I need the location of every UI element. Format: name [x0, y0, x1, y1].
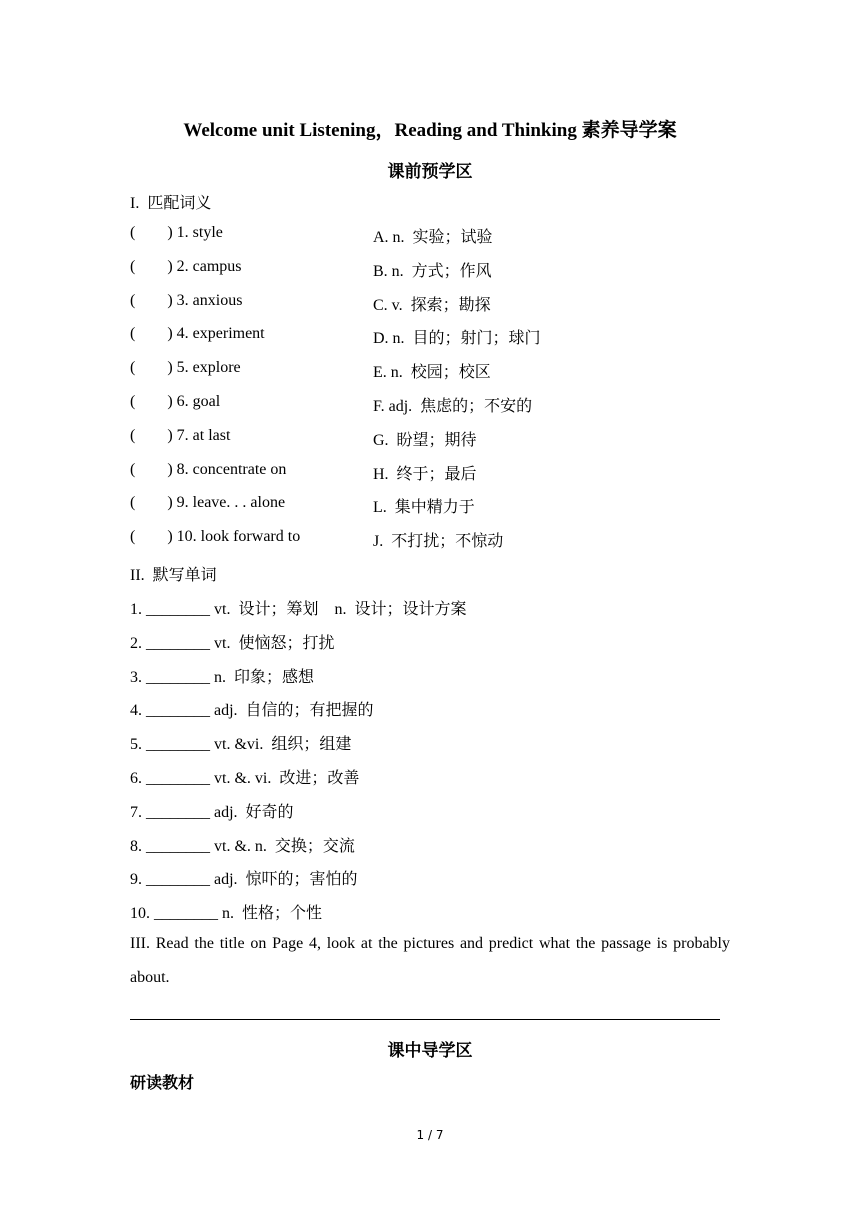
match-definition: L. 集中精力于	[373, 499, 475, 516]
match-definition: D. n. 目的；射门；球门	[373, 330, 541, 347]
match-definition: J. 不打扰；不惊动	[373, 533, 504, 550]
match-definition: C. v. 探索；勘探	[373, 297, 491, 314]
dictation-item: 4. ________ adj. 自信的；有把握的	[130, 702, 374, 719]
match-definition: F. adj. 焦虑的；不安的	[373, 398, 533, 415]
dictation-item: 8. ________ vt. &. n. 交换；交流	[130, 838, 355, 855]
match-term: ( ) 5. explore	[130, 359, 241, 376]
part2-heading: II. 默写单词	[130, 567, 217, 584]
dictation-item: 6. ________ vt. &. vi. 改进；改善	[130, 770, 360, 787]
dictation-item: 10. ________ n. 性格；个性	[130, 905, 323, 922]
document-title: Welcome unit Listening，Reading and Thinking 素养导学案	[183, 120, 677, 141]
match-term: ( ) 10. look forward to	[130, 528, 301, 545]
part1-heading: I. 匹配词义	[130, 195, 212, 212]
dictation-item: 2. ________ vt. 使恼怒；打扰	[130, 635, 335, 652]
part3-instruction: III. Read the title on Page 4, look at the pictures and predict what the passage is probably about.	[130, 935, 730, 986]
match-term: ( ) 6. goal	[130, 393, 221, 410]
match-definition: B. n. 方式；作风	[373, 263, 492, 280]
match-term: ( ) 1. style	[130, 224, 223, 241]
dictation-item: 9. ________ adj. 惊吓的；害怕的	[130, 871, 358, 888]
match-term: ( ) 3. anxious	[130, 292, 243, 309]
page-number: 1 / 7	[416, 1128, 444, 1142]
match-definition: G. 盼望；期待	[373, 432, 477, 449]
dictation-item: 7. ________ adj. 好奇的	[130, 804, 294, 821]
answer-line	[130, 1019, 720, 1020]
study-textbook-label: 研读教材	[130, 1073, 195, 1092]
match-definition: E. n. 校园；校区	[373, 364, 491, 381]
section-heading-inclass: 课中导学区	[387, 1041, 473, 1061]
match-term: ( ) 8. concentrate on	[130, 461, 287, 478]
match-term: ( ) 9. leave. . . alone	[130, 494, 286, 511]
match-definition: A. n. 实验；试验	[373, 229, 493, 246]
match-term: ( ) 4. experiment	[130, 325, 265, 342]
dictation-item: 1. ________ vt. 设计；筹划 n. 设计；设计方案	[130, 601, 467, 618]
match-term: ( ) 7. at last	[130, 427, 231, 444]
dictation-item: 5. ________ vt. &vi. 组织；组建	[130, 736, 352, 753]
section-heading-preview: 课前预学区	[387, 162, 473, 182]
match-term: ( ) 2. campus	[130, 258, 242, 275]
match-definition: H. 终于；最后	[373, 466, 477, 483]
dictation-item: 3. ________ n. 印象；感想	[130, 669, 315, 686]
